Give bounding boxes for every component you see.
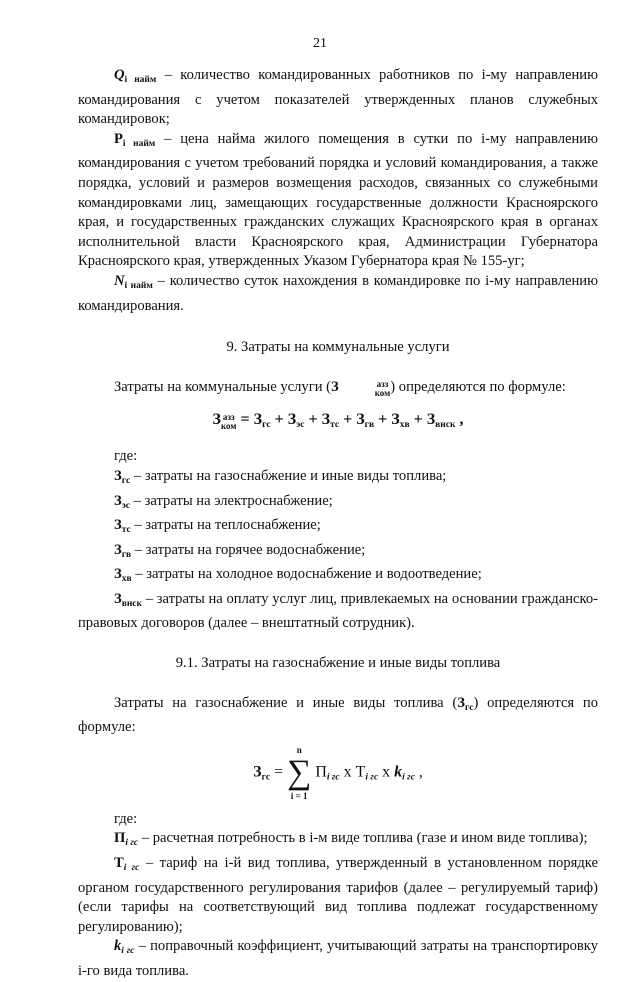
definition-text: – расчетная потребность в i-м виде топлива (газе и ином виде топлива); (138, 830, 588, 847)
definitions-section-9-1 (78, 829, 598, 981)
definition-item (78, 590, 598, 634)
definition-subscript: гс (121, 475, 131, 486)
summation-upper: n (296, 744, 302, 755)
definition-subscript: i гс (121, 946, 135, 957)
formula-91-term2-sub: i гс (365, 772, 379, 783)
symbol-n-subscript: i найм (124, 280, 153, 291)
intro-section-9 (78, 378, 598, 398)
definition-symbol: З (114, 467, 122, 484)
symbol-p: P (114, 130, 123, 147)
page-number: 21 (313, 36, 327, 51)
formula-9-equals: = (236, 410, 254, 428)
formula-utilities (78, 410, 598, 436)
formula-91-term3: k (394, 763, 403, 781)
intro-9-after: ) определяются по формуле: (390, 378, 566, 395)
formula-9-term-symbol: З (356, 410, 365, 428)
definition-q-i-naim (78, 66, 598, 130)
formula-9-term-symbol: З (287, 410, 297, 428)
formula-9-plus: + (304, 410, 322, 428)
definition-subscript: i гс (123, 863, 140, 874)
formula-91-times2: x (378, 763, 395, 781)
definition-item (78, 854, 598, 937)
definition-p-i-naim (78, 130, 598, 272)
intro-section-9-1 (78, 694, 598, 738)
where-label-9-1 (78, 810, 598, 830)
definition-text: – затраты на оплату услуг лиц, привлекаемых на основании гражданско-правовых договоров (далее – внештатный сотрудник). (78, 590, 598, 632)
definition-symbol: З (114, 541, 122, 558)
formula-91-term1-sub: i гс (326, 772, 340, 783)
definition-symbol: З (114, 590, 122, 607)
formula-9-terms (254, 411, 456, 428)
definition-n-i-naim (78, 272, 598, 316)
formula-9-lhs-indices (221, 413, 237, 431)
definition-text: – затраты на холодное водоснабжение и водоотведение; (131, 566, 482, 583)
definition-symbol: k (114, 938, 122, 955)
formula-gas-supply (78, 744, 598, 802)
section-heading-9: 9. Затраты на коммунальные услуги (226, 339, 450, 356)
definition-text: – затраты на электроснабжение; (130, 492, 333, 509)
formula-9-term-symbol: З (321, 410, 331, 428)
definition-subscript: гв (121, 549, 132, 560)
definition-item (78, 565, 598, 590)
definition-subscript: тс (121, 525, 131, 536)
formula-9-plus: + (374, 410, 392, 428)
formula-9-lhs-sup: азз (222, 411, 235, 422)
intro-9-symbol: З (331, 378, 339, 395)
formula-9-term-subscript: эс (296, 419, 305, 430)
definitions-section-9 (78, 467, 598, 634)
definition-item (78, 829, 598, 854)
where-label-9-text: где: (114, 448, 138, 465)
where-label-9 (78, 447, 598, 467)
definition-subscript: i гс (125, 838, 139, 849)
formula-9-term-symbol: З (391, 410, 400, 428)
intro-91-subscript: гс (464, 702, 474, 713)
formula-91-lhs-sub: гс (261, 772, 271, 783)
formula-91-term1: П (315, 763, 327, 781)
intro-9-superscript: азз (376, 378, 389, 389)
intro-91-before: Затраты на газоснабжение и иные виды топлива ( (114, 694, 458, 711)
intro-9-subscript: ком (374, 387, 391, 398)
page-content (78, 66, 598, 982)
intro-91-symbol: З (457, 694, 465, 711)
definition-item (78, 541, 598, 566)
definition-text: – затраты на горячее водоснабжение; (131, 541, 366, 558)
definition-symbol: П (114, 830, 126, 847)
definition-text: – тариф на i-й вид топлива, утвержденный в установленном порядке органом государственного регулирования тарифов (далее – регулируемый тариф) (если тарифы на соответствующий вид топлива подлежат государственному регулированию); (78, 855, 598, 935)
formula-9-term-subscript: тс (330, 419, 340, 430)
definition-item (78, 492, 598, 517)
symbol-n: N (114, 272, 125, 289)
definition-item (78, 516, 598, 541)
definition-p-text: – цена найма жилого помещения в сутки по i-му направлению командирования с учетом требований порядка и условий командирования, а также порядка, условий и размеров возмещения расходов, связанных со служебными командировками лиц, замещающих государственные должности Красноярского края, и государственных гражданских служащих Красноярского края в органах исполнительной власти Красноярского края, Администрации Губернатора Красноярского края, утвержденных Указом Губернатора края № 155-уг; (78, 130, 598, 270)
intro-9-super-sub (339, 380, 391, 398)
definition-symbol: З (114, 492, 122, 509)
definition-item (78, 467, 598, 492)
definition-text: – затраты на газоснабжение и иные виды топлива; (130, 467, 447, 484)
formula-91-term3-sub: i гс (402, 772, 415, 783)
formula-9-lhs-sub: ком (220, 420, 237, 431)
where-label-91-text: где: (114, 810, 138, 827)
definition-symbol: З (114, 517, 122, 534)
formula-91-equals: = (270, 763, 288, 781)
formula-9-term-subscript: внск (435, 419, 456, 430)
formula-91-lhs: З (253, 763, 262, 781)
symbol-q: Q (114, 67, 125, 83)
formula-9-term-symbol: З (253, 410, 263, 428)
formula-9-plus: + (339, 410, 357, 428)
intro-91-after: ) определяются по формуле: (78, 694, 598, 736)
definition-subscript: хв (121, 574, 132, 585)
definition-symbol: Т (114, 855, 124, 872)
summation-lower: i = 1 (290, 790, 308, 801)
formula-9-plus: + (409, 410, 427, 428)
summation-sigma: ∑ (287, 753, 312, 791)
definition-symbol: З (114, 566, 122, 583)
formula-91-end: , (414, 763, 423, 781)
formula-91-term2: Т (355, 763, 366, 781)
intro-9-before: Затраты на коммунальные услуги ( (114, 378, 332, 395)
formula-9-end: , (455, 410, 464, 428)
symbol-q-subscript: i найм (124, 75, 157, 85)
formula-91-times1: x (339, 763, 356, 781)
formula-9-term-subscript: гв (364, 419, 375, 430)
definition-item (78, 937, 598, 981)
section-heading-9-1: 9.1. Затраты на газоснабжение и иные виды топлива (175, 655, 501, 672)
definition-subscript: эс (121, 500, 131, 511)
summation (287, 744, 311, 802)
definition-n-text: – количество суток нахождения в командировке по i-му направлению командирования. (78, 272, 598, 314)
formula-9-plus: + (270, 410, 288, 428)
formula-9-lhs: З (212, 410, 221, 428)
definition-subscript: внск (121, 598, 142, 609)
definition-text: – поправочный коэффициент, учитывающий затраты на транспортировку i-го вида топлива. (78, 938, 598, 979)
symbol-p-subscript: i найм (122, 138, 156, 149)
definition-text: – затраты на теплоснабжение; (130, 517, 321, 534)
formula-9-term-subscript: хв (399, 419, 410, 430)
definition-q-text: – количество командированных работников по i-му направлению командирования с учетом показателей утвержденных планов служебных командировок; (78, 67, 599, 128)
formula-9-term-symbol: З (426, 410, 436, 428)
formula-9-term-subscript: гс (262, 419, 271, 430)
